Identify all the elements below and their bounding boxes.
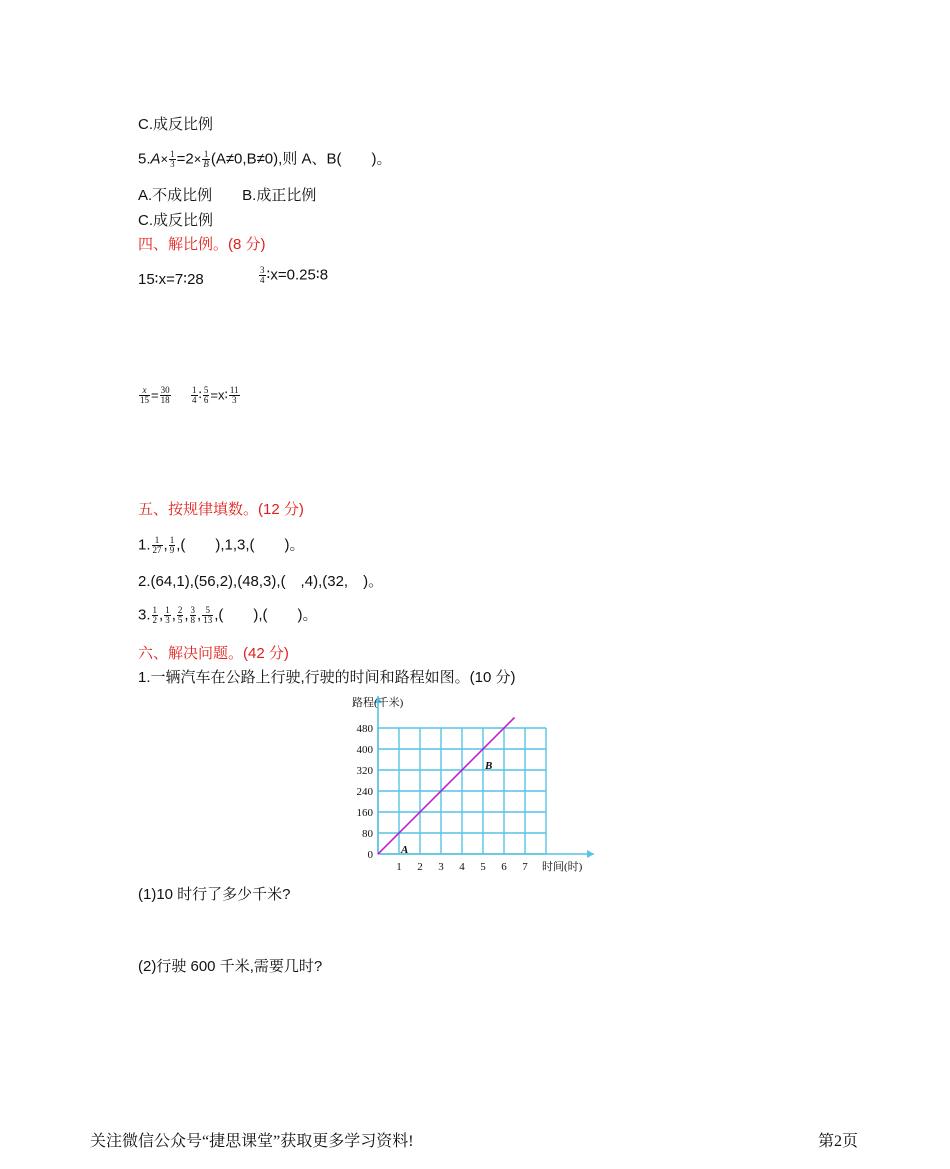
s5-question-2: 2.(64,1),(56,2),(48,3),( ,4),(32, )。	[138, 573, 384, 590]
chart-axes	[374, 696, 594, 858]
chart-points	[400, 760, 492, 856]
s5-q3-rest: ,( ),( )。	[214, 606, 318, 624]
s4-eq3-fraction-b: $\frac{30}{18}$	[160, 385, 170, 405]
s5-q3-fraction: $\frac{2}{5}$	[177, 605, 183, 625]
q5-fraction-2: $\frac{1}{B}$	[203, 149, 209, 169]
s5-q3-sep: ,	[197, 606, 202, 624]
section-5-title: 五、按规律填数。(12 分)	[138, 501, 304, 518]
q4-option-c-top: C.成反比例	[138, 116, 214, 133]
y-tick-label: 160	[356, 807, 373, 819]
s4-eq4-fraction-c: $\frac{11}{3}$	[229, 385, 239, 405]
s5-q3-sep: ,	[171, 606, 176, 624]
q5-times-2: ×	[193, 151, 202, 167]
question-5	[138, 150, 391, 169]
point-label: B	[485, 760, 493, 772]
s5-q3-fraction: $\frac{1}{3}$	[165, 605, 170, 625]
q5-prefix: 5.	[138, 150, 151, 168]
footer-right: 第2页	[818, 1133, 859, 1150]
s5-q1-prefix: 1.	[138, 536, 151, 554]
s5-q1-rest: ,( ),1,3,( )。	[176, 536, 305, 554]
s4-eq4-colon: ∶	[198, 387, 202, 403]
y-tick-label: 320	[356, 765, 373, 777]
s4-eq4-mid: =x∶	[210, 387, 228, 403]
s5-q1-comma: ,	[163, 536, 168, 554]
chart-grid	[378, 728, 546, 854]
section-6-title: 六、解决问题。(42 分)	[138, 645, 289, 662]
s4-eq2-fraction: $\frac{3}{4}$	[260, 265, 265, 285]
s5-question-3	[138, 606, 318, 625]
s4-eq3-fraction-a: $\frac{x}{15}$	[140, 385, 149, 405]
q5-option-c: C.成反比例	[138, 212, 214, 229]
y-tick-label: 0	[367, 849, 373, 861]
x-axis-arrow	[587, 850, 594, 858]
s6-subquestion-1: (1)10 时行了多少千米?	[138, 886, 291, 903]
chart-x-axis-label: 时间(时)	[542, 861, 583, 873]
s5-q3-fraction: $\frac{5}{13}$	[203, 605, 213, 625]
footer-left: 关注微信公众号“捷思课堂”获取更多学习资料!	[90, 1133, 414, 1150]
s4-eq3-equals: =	[151, 387, 159, 403]
q5-options-ab: A.不成比例 B.成正比例	[138, 187, 317, 204]
chart-y-axis-label: 路程(千米)	[352, 697, 404, 709]
s4-eq4-fraction-a: $\frac{1}{4}$	[192, 385, 197, 405]
x-tick-label: 7	[522, 861, 528, 873]
s6-question-1: 1.一辆汽车在公路上行驶,行驶的时间和路程如图。(10 分)	[138, 669, 516, 686]
q5-fraction-1: $\frac{1}{3}$	[170, 149, 175, 169]
s4-equation-4	[190, 386, 241, 405]
x-tick-label: 3	[438, 861, 444, 873]
y-tick-label: 480	[356, 723, 373, 735]
x-tick-label: 5	[480, 861, 486, 873]
s5-q1-fraction-2: $\frac{1}{9}$	[169, 535, 175, 555]
x-tick-label: 4	[459, 861, 465, 873]
y-tick-label: 400	[356, 744, 373, 756]
x-tick-label: 6	[501, 861, 507, 873]
q5-eq: =2	[176, 150, 194, 168]
q5-var-a: A	[150, 150, 161, 168]
s5-q3-prefix: 3.	[138, 606, 151, 624]
s5-question-1	[138, 536, 305, 555]
y-tick-label: 80	[362, 828, 373, 840]
s6-subquestion-2: (2)行驶 600 千米,需要几时?	[138, 958, 323, 975]
s5-q3-fraction: $\frac{3}{8}$	[190, 605, 196, 625]
s5-q3-sep: ,	[184, 606, 189, 624]
s4-equation-1: 15∶x=7∶28	[138, 271, 204, 288]
distance-time-chart	[340, 690, 610, 880]
s5-q3-sep: ,	[159, 606, 164, 624]
q5-times-1: ×	[160, 151, 169, 167]
s5-q1-fraction-1: $\frac{1}{27}$	[152, 535, 162, 555]
point-label: A	[401, 844, 409, 856]
s5-q3-fraction: $\frac{1}{2}$	[152, 605, 158, 625]
y-tick-label: 240	[356, 786, 373, 798]
x-tick-label: 1	[396, 861, 402, 873]
section-4-title: 四、解比例。(8 分)	[138, 236, 266, 253]
s4-eq4-fraction-b: $\frac{5}{6}$	[203, 385, 209, 405]
s4-equation-3	[138, 386, 172, 405]
q5-condition: (A≠0,B≠0),则 A、B( )。	[210, 150, 392, 168]
s4-equation-2	[258, 266, 328, 285]
s4-eq2-rest: ∶x=0.25∶8	[266, 266, 329, 284]
x-tick-label: 2	[417, 861, 423, 873]
